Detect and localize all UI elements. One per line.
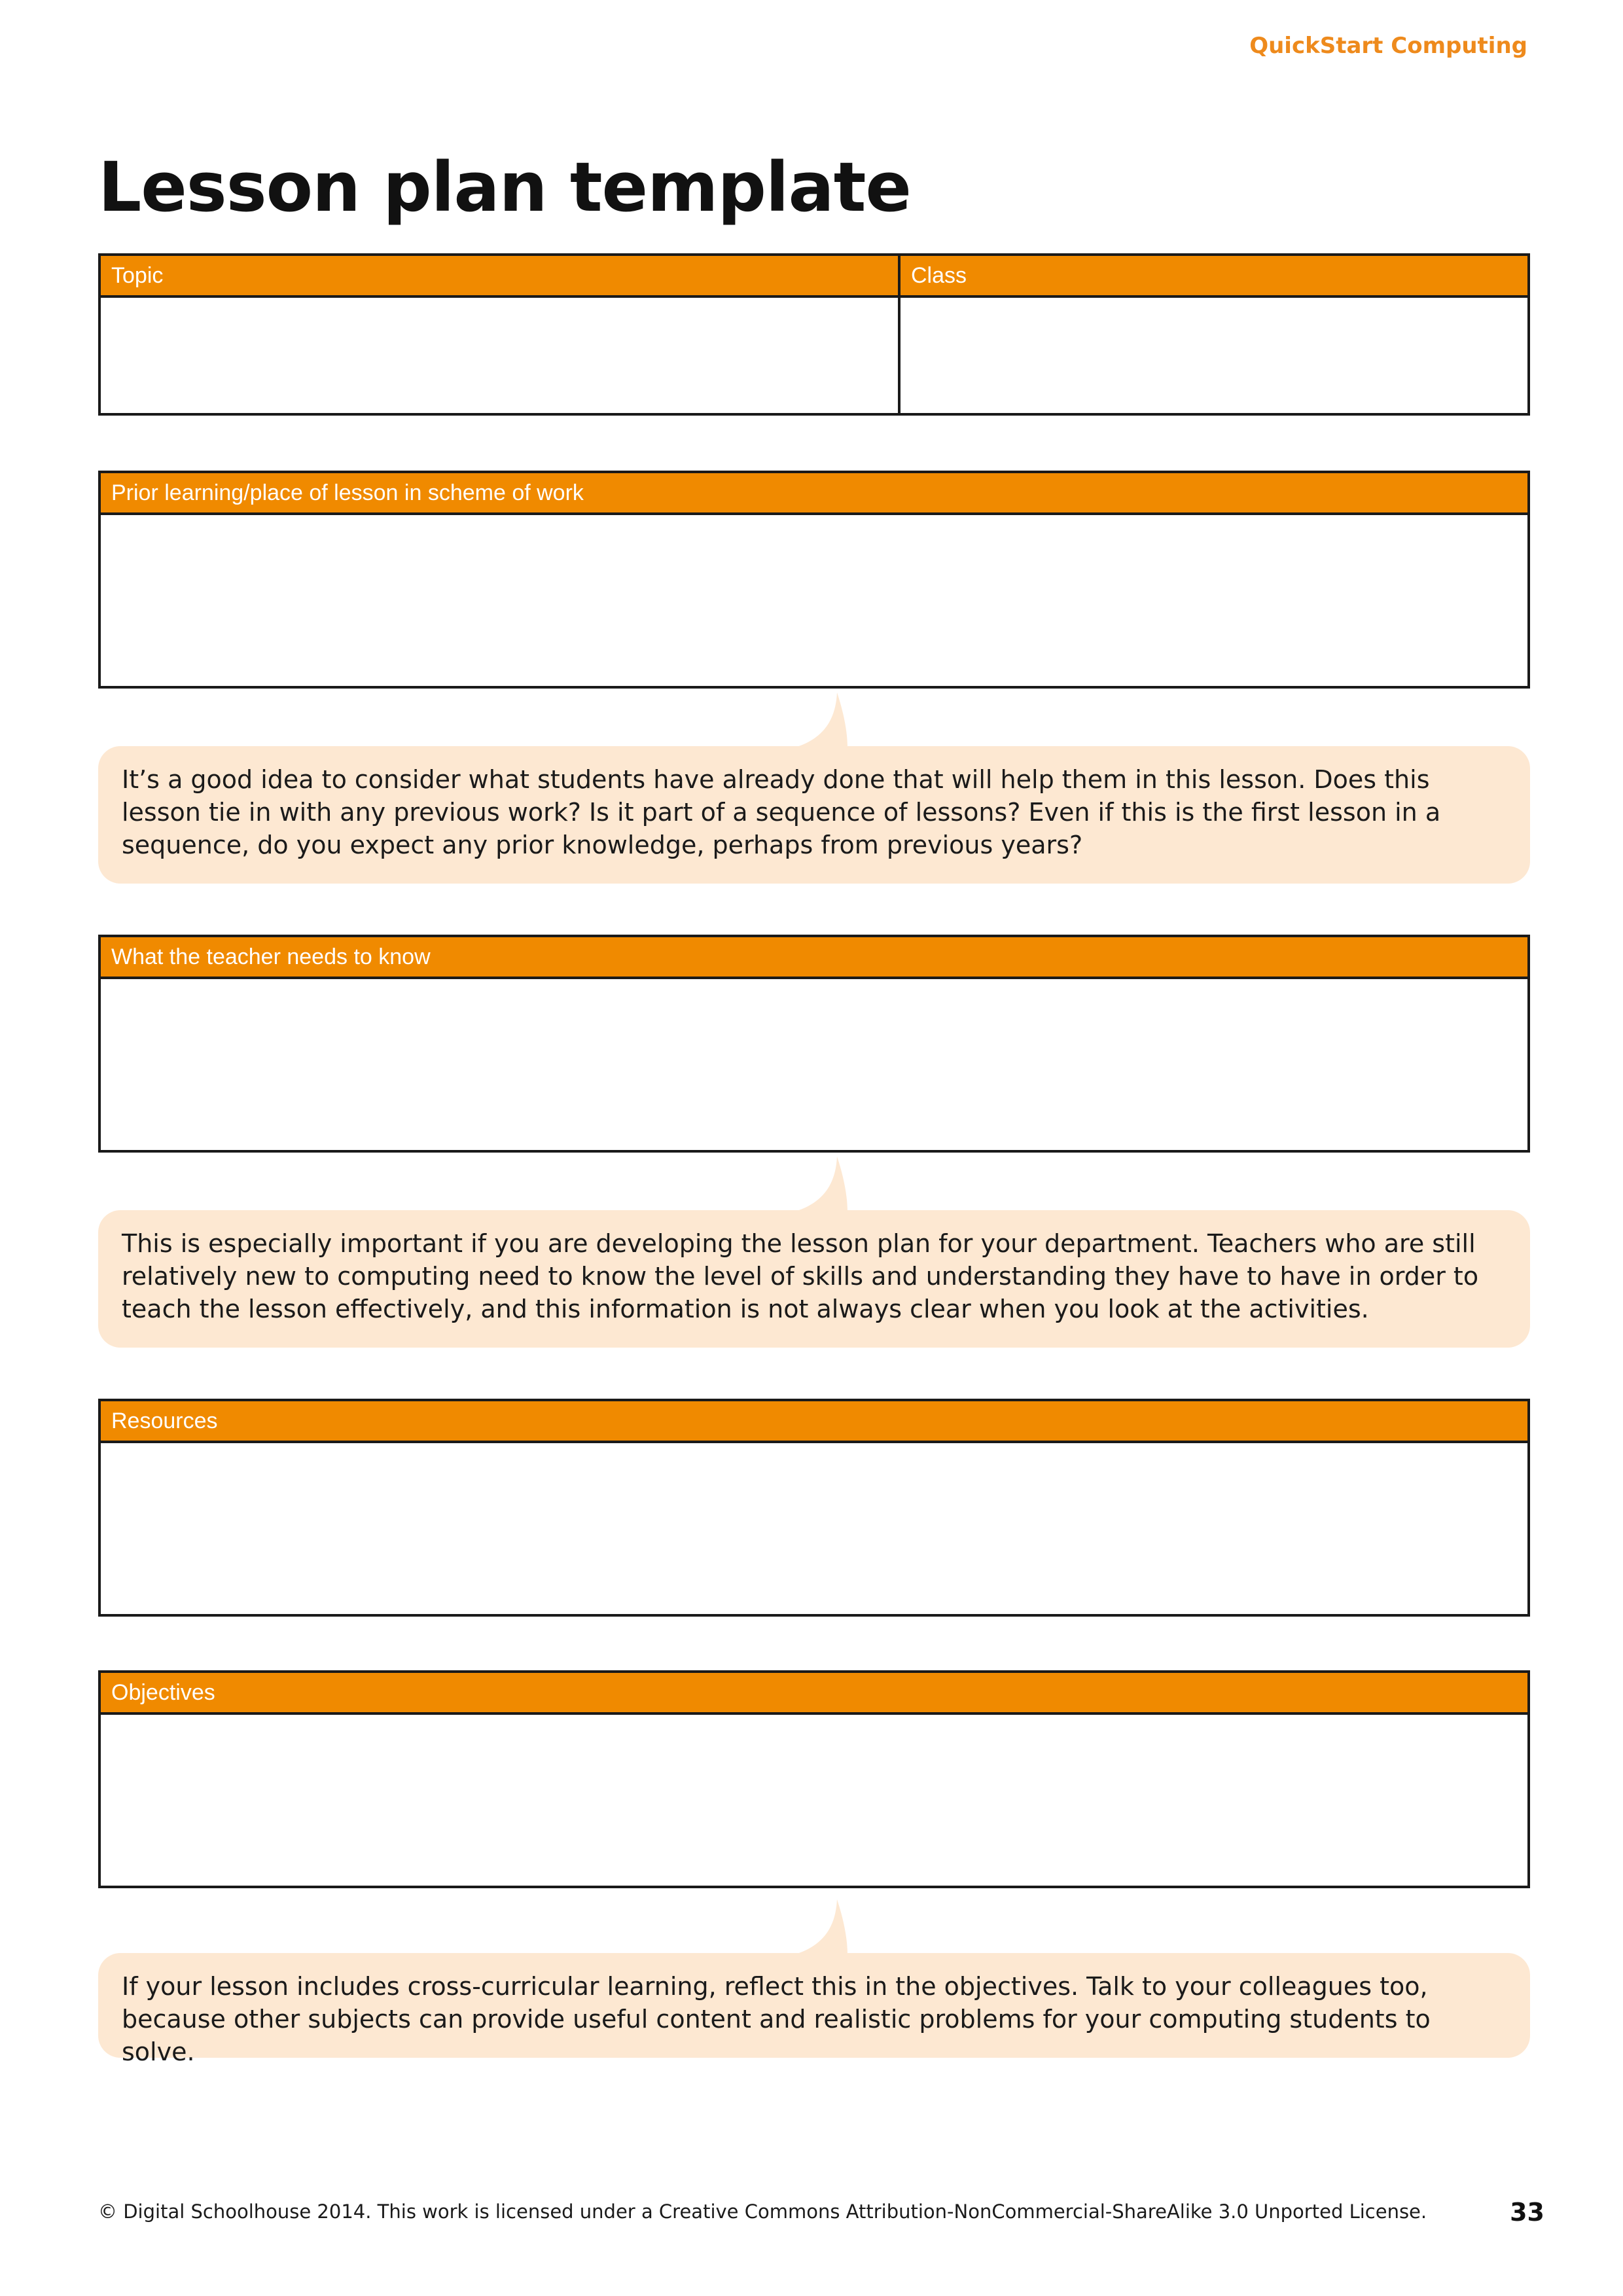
resources-label: Resources bbox=[101, 1401, 1527, 1443]
resources-box bbox=[98, 1399, 1530, 1617]
teacher-needs-tip bbox=[98, 1210, 1530, 1348]
class-cell bbox=[901, 256, 1527, 413]
page-number: 33 bbox=[1510, 2198, 1544, 2227]
objectives-box bbox=[98, 1670, 1530, 1888]
page-title: Lesson plan template bbox=[98, 147, 911, 227]
prior-learning-input-area[interactable] bbox=[101, 515, 1527, 686]
license-footer: © Digital Schoolhouse 2014. This work is licensed under a Creative Commons Attribution-NonCommercial-ShareAlike 3.0 Unported License. bbox=[98, 2200, 1427, 2223]
objectives-label: Objectives bbox=[101, 1673, 1527, 1715]
teacher-needs-input-area[interactable] bbox=[101, 979, 1527, 1150]
speech-pointer-icon bbox=[795, 1899, 847, 1954]
brand-name: QuickStart Computing bbox=[1249, 33, 1527, 59]
prior-learning-box bbox=[98, 471, 1530, 689]
teacher-needs-label: What the teacher needs to know bbox=[101, 937, 1527, 979]
class-label: Class bbox=[901, 256, 1527, 298]
topic-input-area[interactable] bbox=[101, 298, 898, 413]
speech-pointer-icon bbox=[795, 1157, 847, 1211]
topic-cell bbox=[101, 256, 901, 413]
class-input-area[interactable] bbox=[901, 298, 1527, 413]
teacher-needs-box bbox=[98, 935, 1530, 1153]
prior-learning-tip-text: It’s a good idea to consider what students have already done that will help them in this lesson. Does this lesson tie in with any previous work? Is it part of a sequence of lessons? Even if this is the first lesson in a sequence, do you expect any prior knowledge, perhaps from previous years? bbox=[122, 765, 1441, 859]
prior-learning-tip bbox=[98, 746, 1530, 884]
objectives-tip-text: If your lesson includes cross-curricular learning, reflect this in the objectives. Talk to your colleagues too, because other subjects can provide useful content and realistic problems for your computing students to solve. bbox=[122, 1972, 1431, 2066]
resources-input-area[interactable] bbox=[101, 1443, 1527, 1614]
objectives-tip bbox=[98, 1953, 1530, 2066]
speech-pointer-icon bbox=[795, 692, 847, 747]
topic-class-table bbox=[98, 253, 1530, 416]
objectives-input-area[interactable] bbox=[101, 1715, 1527, 1886]
topic-label: Topic bbox=[101, 256, 898, 298]
prior-learning-label: Prior learning/place of lesson in scheme of work bbox=[101, 473, 1527, 515]
teacher-needs-tip-text: This is especially important if you are developing the lesson plan for your department. Teachers who are still relatively new to computing need to know the level of skills and understanding they have to have in order to teach the lesson effectively, and this information is not always clear when you look at the activities. bbox=[122, 1229, 1479, 1323]
